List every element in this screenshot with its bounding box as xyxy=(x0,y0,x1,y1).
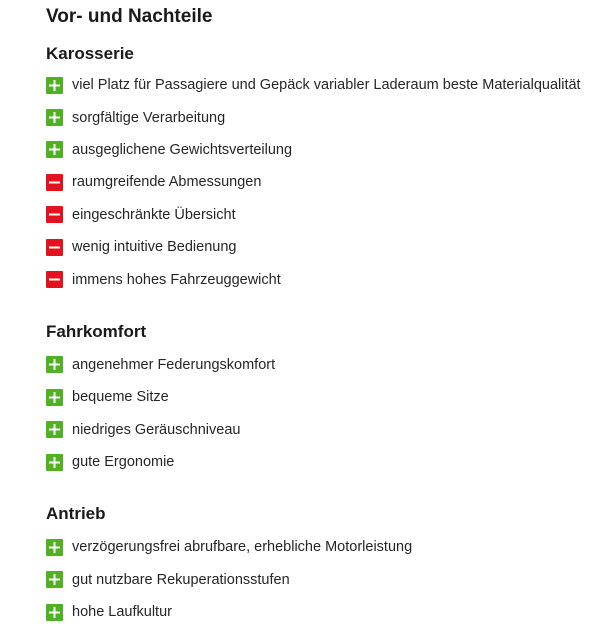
item-text: eingeschränkte Übersicht xyxy=(72,206,236,223)
list-item xyxy=(46,349,615,381)
pros-cons-list xyxy=(46,349,615,479)
pros-cons-list xyxy=(46,531,615,628)
list-item xyxy=(46,263,615,295)
plus-icon xyxy=(46,454,63,471)
minus-icon xyxy=(46,174,63,191)
plus-icon xyxy=(46,77,63,94)
item-text: raumgreifende Abmessungen xyxy=(72,174,262,191)
plus-icon xyxy=(46,571,63,588)
minus-icon xyxy=(46,271,63,288)
plus-icon xyxy=(46,539,63,556)
list-item xyxy=(46,134,615,166)
plus-icon xyxy=(46,109,63,126)
section-title: Antrieb xyxy=(46,504,106,524)
list-item xyxy=(46,69,615,101)
item-text: niedriges Geräuschniveau xyxy=(72,421,241,438)
item-text: angenehmer Federungskomfort xyxy=(72,356,276,373)
list-item xyxy=(46,166,615,198)
pros-cons-list xyxy=(46,69,615,296)
section-fahrkomfort xyxy=(46,321,615,479)
section-karosserie xyxy=(46,43,615,296)
minus-icon xyxy=(46,239,63,256)
section-title: Karosserie xyxy=(46,44,134,63)
plus-icon xyxy=(46,421,63,438)
item-text: hohe Laufkultur xyxy=(72,604,172,621)
item-text: gut nutzbare Rekuperationsstufen xyxy=(72,571,290,588)
item-text: immens hohes Fahrzeuggewicht xyxy=(72,271,281,288)
list-item xyxy=(46,564,615,596)
list-item xyxy=(46,199,615,231)
plus-icon xyxy=(46,356,63,373)
item-text: verzögerungsfrei abrufbare, erhebliche Motorleistung xyxy=(72,539,413,556)
list-item xyxy=(46,531,615,563)
item-text: ausgeglichene Gewichtsverteilung xyxy=(72,141,293,158)
item-text: bequeme Sitze xyxy=(72,389,169,406)
item-text: gute Ergonomie xyxy=(72,454,175,471)
list-item xyxy=(46,231,615,263)
item-text: wenig intuitive Bedienung xyxy=(72,239,237,256)
section-title: Fahrkomfort xyxy=(46,321,147,341)
plus-icon xyxy=(46,604,63,621)
plus-icon xyxy=(46,389,63,406)
item-text: viel Platz für Passagiere und Gepäck variabler Laderaum beste Materialqualität xyxy=(72,77,581,94)
list-item xyxy=(46,446,615,478)
list-item xyxy=(46,414,615,446)
item-text: sorgfältige Verarbeitung xyxy=(72,109,226,126)
list-item xyxy=(46,381,615,413)
list-item xyxy=(46,596,615,628)
section-antrieb xyxy=(46,503,615,628)
pros-cons-article xyxy=(46,4,615,628)
plus-icon xyxy=(46,141,63,158)
page-title: Vor- und Nachteile xyxy=(46,6,213,27)
minus-icon xyxy=(46,206,63,223)
list-item xyxy=(46,101,615,133)
